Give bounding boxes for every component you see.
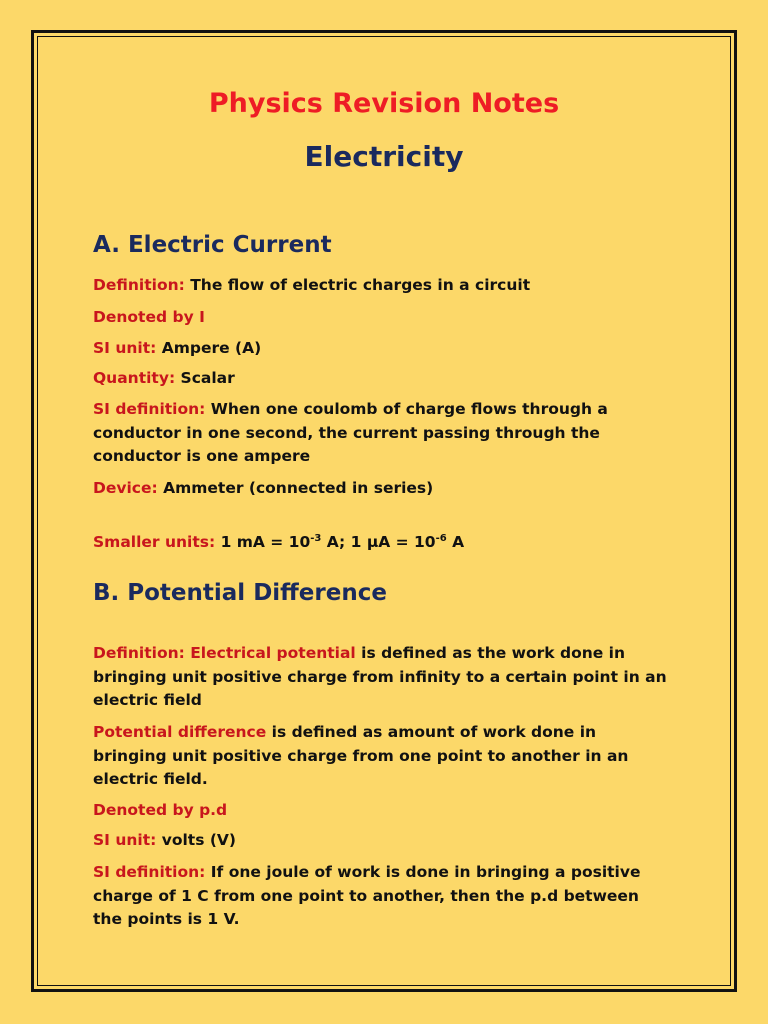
pd-si-definition — [93, 861, 673, 932]
current-device-text: Ammeter (connected in series) — [163, 479, 434, 497]
current-si-unit-text: Ampere (A) — [161, 339, 262, 357]
pd-potential-difference — [93, 721, 673, 792]
current-quantity — [93, 367, 673, 391]
section-a-heading: A. Electric Current — [93, 232, 332, 258]
current-definition-label: Definition: — [93, 276, 185, 294]
current-smaller-text-2: A; 1 µA = 10 — [321, 533, 436, 551]
current-smaller-exp-1: -3 — [310, 532, 322, 544]
current-quantity-text: Scalar — [180, 369, 235, 387]
current-smaller-label: Smaller units: — [93, 533, 216, 551]
pd-text: is defined as amount of work done in bringing unit positive charge from one point to another in an electric field. — [93, 723, 629, 788]
current-definition-text: The flow of electric charges in a circuit — [190, 276, 531, 294]
current-device — [93, 477, 673, 501]
pd-definition-label: Definition: Electrical potential — [93, 644, 356, 662]
current-quantity-label: Quantity: — [93, 369, 176, 387]
current-smaller-text-3: A — [446, 533, 465, 551]
current-device-label: Device: — [93, 479, 158, 497]
pd-si-unit-text: volts (V) — [161, 831, 236, 849]
pd-denoted — [93, 799, 673, 823]
current-smaller-units — [93, 531, 673, 555]
pd-label: Potential difference — [93, 723, 267, 741]
current-denoted-text: Denoted by I — [93, 308, 205, 326]
pd-si-unit-label: SI unit: — [93, 831, 157, 849]
current-definition — [93, 274, 673, 298]
pd-definition-text: is defined as the work done in bringing unit positive charge from infinity to a certain point in an electric field — [93, 644, 667, 709]
page-subtitle: Electricity — [304, 140, 464, 173]
current-si-def-label: SI definition: — [93, 400, 206, 418]
current-smaller-text-1: 1 mA = 10 — [220, 533, 311, 551]
page-title: Physics Revision Notes — [208, 88, 560, 119]
pd-si-unit — [93, 829, 673, 853]
pd-definition — [93, 642, 673, 713]
current-denoted — [93, 306, 673, 330]
current-si-unit-label: SI unit: — [93, 339, 157, 357]
current-si-def-text: When one coulomb of charge flows through a conductor in one second, the current passing through the conductor is one ampere — [93, 400, 608, 465]
current-smaller-exp-2: -6 — [435, 532, 447, 544]
current-si-definition — [93, 398, 673, 469]
pd-si-def-label: SI definition: — [93, 863, 206, 881]
current-si-unit — [93, 337, 673, 361]
pd-denoted-text: Denoted by p.d — [93, 801, 228, 819]
section-b-heading: B. Potential Difference — [93, 580, 387, 606]
pd-si-def-text: If one joule of work is done in bringing a positive charge of 1 C from one point to another, then the p.d between the points is 1 V. — [93, 863, 641, 928]
